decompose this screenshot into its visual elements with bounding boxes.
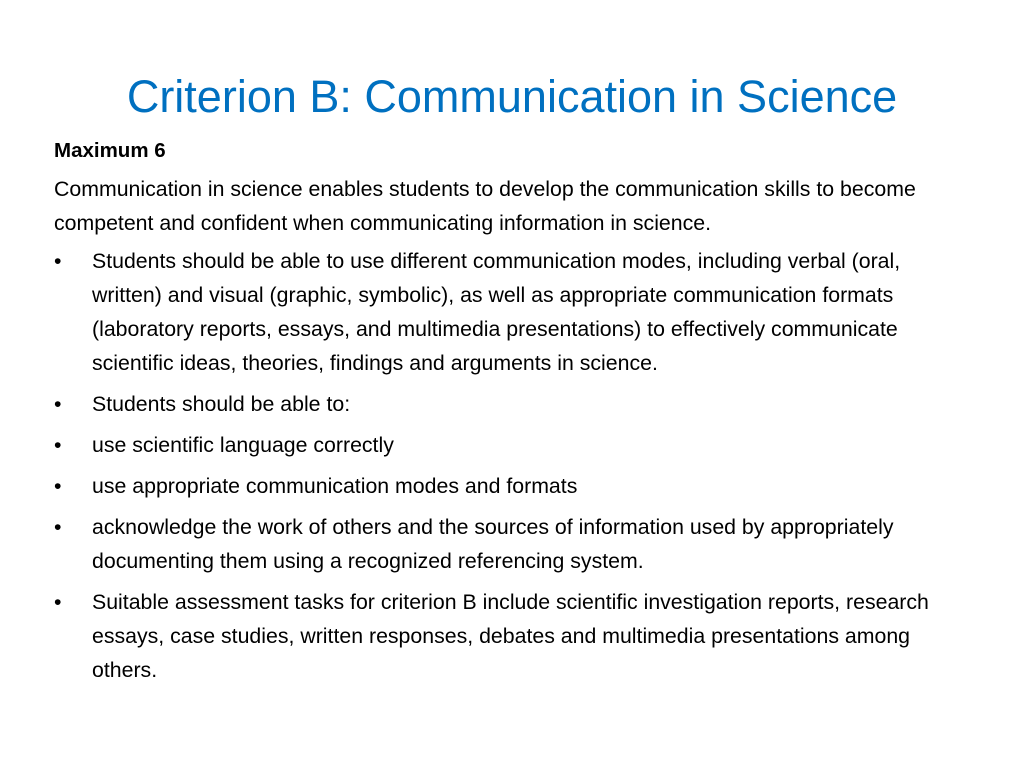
- bullet-item: [54, 244, 954, 380]
- bullet-item: [54, 428, 954, 462]
- bullet-text: acknowledge the work of others and the sources of information used by appropriately documenting them using a recognized referencing system.: [92, 515, 894, 573]
- bullet-icon: •: [54, 249, 62, 273]
- bullet-item: [54, 585, 954, 687]
- bullet-item: [54, 510, 954, 578]
- bullet-text: use scientific language correctly: [92, 433, 394, 457]
- bullet-icon: •: [54, 590, 62, 614]
- bullet-text: Students should be able to:: [92, 392, 351, 416]
- bullet-item: [54, 387, 954, 421]
- bullet-text: use appropriate communication modes and formats: [92, 474, 578, 498]
- bullet-text: Students should be able to use different communication modes, including verbal (oral, written) and visual (graphic, symbolic), as well as appropriate communication formats (laboratory reports, essays, and multimedia presentations) to effectively communicate scientific ideas, theories, findings and arguments in science.: [92, 249, 901, 375]
- bullet-icon: •: [54, 515, 62, 539]
- intro-paragraph: Communication in science enables students to develop the communication skills to become competent and confident when communicating information in science.: [54, 177, 916, 235]
- slide-title: Criterion B: Communication in Science: [126, 71, 898, 122]
- bullet-icon: •: [54, 474, 62, 498]
- bullet-text: Suitable assessment tasks for criterion B include scientific investigation reports, research essays, case studies, written responses, debates and multimedia presentations among others.: [92, 590, 929, 682]
- maximum-score: Maximum 6: [54, 139, 166, 162]
- slide-body: [54, 136, 954, 694]
- bullet-icon: •: [54, 433, 62, 457]
- bullet-list: [54, 244, 954, 687]
- bullet-icon: •: [54, 392, 62, 416]
- bullet-item: [54, 469, 954, 503]
